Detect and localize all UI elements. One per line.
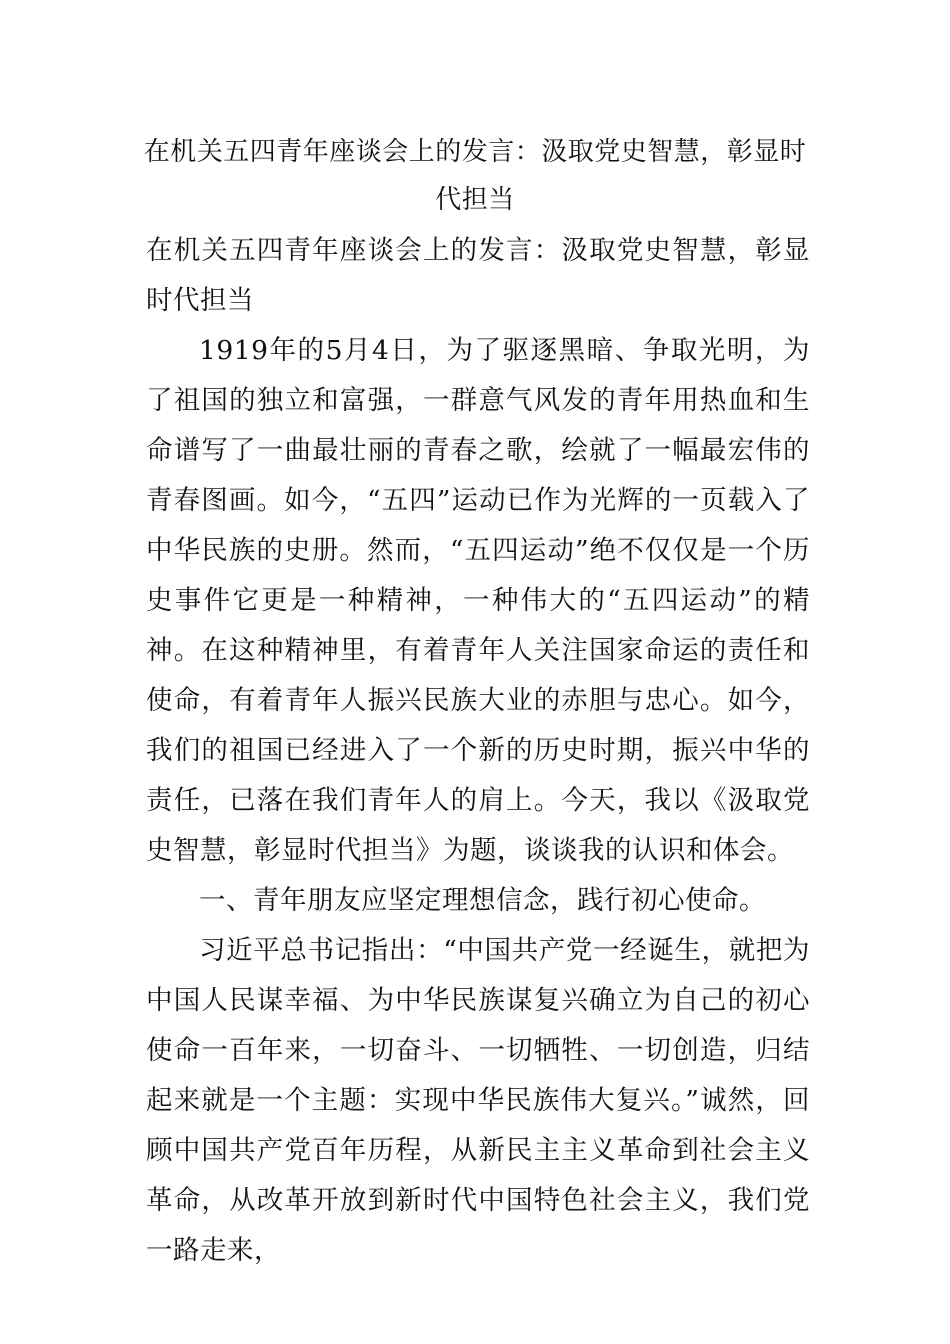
document-body (146, 226, 810, 1276)
intro-paragraph: 1919年的5月4日，为了驱逐黑暗、争取光明，为了祖国的独立和富强，一群意气风发的青年用热血和生命谱写了一曲最壮丽的青春之歌，绘就了一幅最宏伟的青春图画。如今，“五四”运动已作为光辉的一页载入了中华民族的史册。然而，“五四运动”绝不仅仅是一个历史事件它更是一种精神，一种伟大的“五四运动”的精神。在这种精神里，有着青年人关注国家命运的责任和使命，有着青年人振兴民族大业的赤胆与忠心。如今，我们的祖国已经进入了一个新的历史时期，振兴中华的责任，已落在我们青年人的肩上。今天，我以《汲取党史智慧，彰显时代担当》为题，谈谈我的认识和体会。 (146, 335, 810, 866)
section-1-paragraph: 习近平总书记指出：“中国共产党一经诞生，就把为中国人民谋幸福、为中华民族谋复兴确立为自己的初心使命一百年来，一切奋斗、一切牺牲、一切创造，归结起来就是一个主题：实现中华民族伟大复兴。”诚然，回顾中国共产党百年历程，从新民主主义革命到社会主义革命，从改革开放到新时代中国特色社会主义，我们党一路走来， (146, 935, 810, 1266)
repeated-title-paragraph: 在机关五四青年座谈会上的发言：汲取党史智慧，彰显时代担当 (146, 235, 810, 316)
section-heading-1: 一、青年朋友应坚定理想信念，践行初心使命。 (199, 885, 766, 916)
document-title: 在机关五四青年座谈会上的发言：汲取党史智慧，彰显时代担当 (143, 137, 807, 215)
